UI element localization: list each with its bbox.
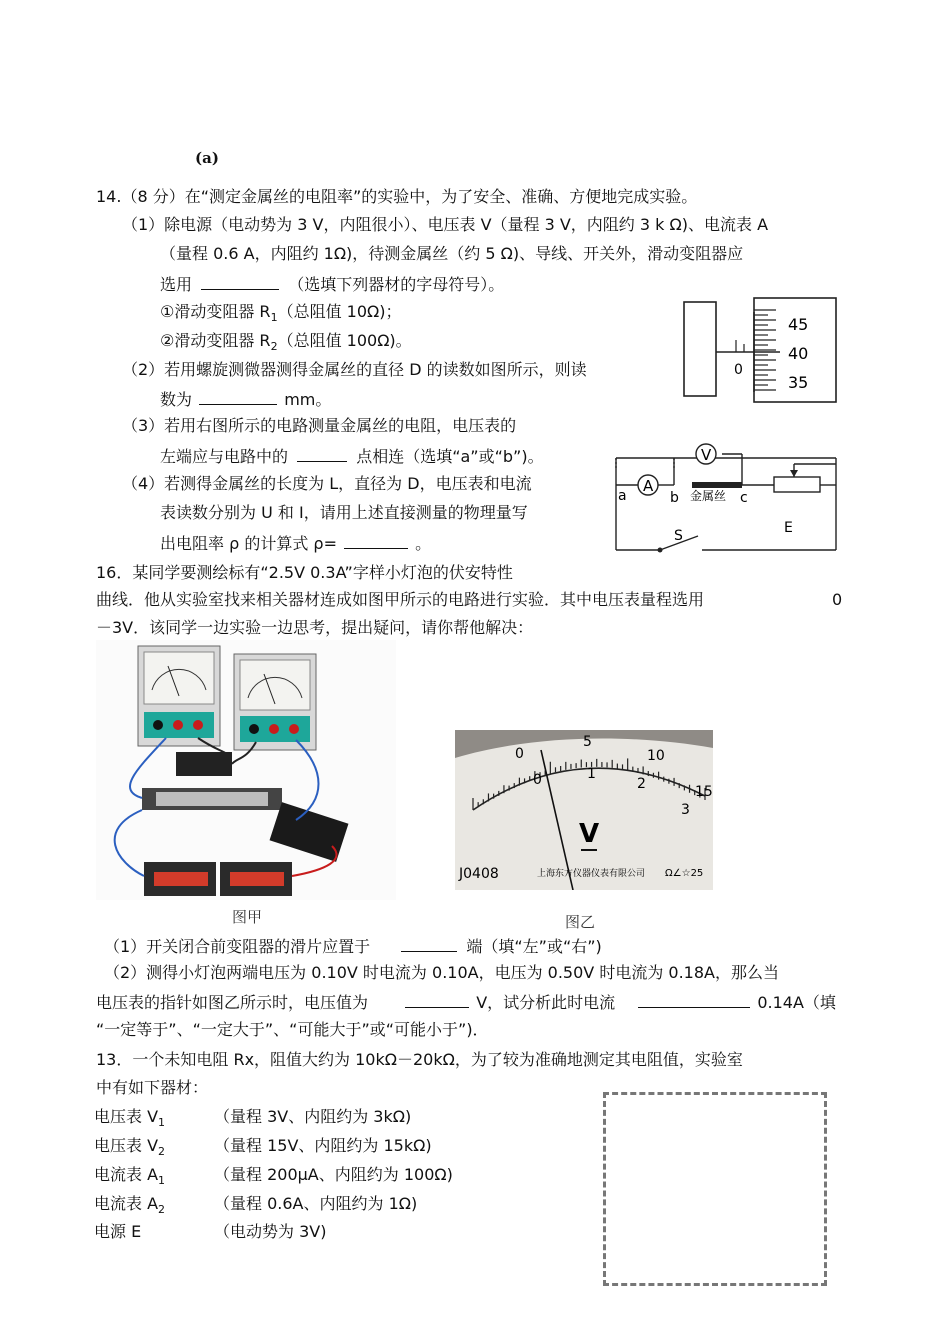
- micrometer-thimble-ticks: [754, 310, 776, 390]
- metal-wire-resistor: [692, 482, 742, 488]
- q14-option-1-value: （总阻值 10Ω)；: [277, 302, 402, 321]
- q14-p1-select-pre: 选用: [160, 275, 193, 294]
- photo-battery-label-2: [230, 872, 284, 886]
- photo-bulb-holder: [176, 752, 232, 776]
- dial-rating: Ω∠☆25: [665, 868, 704, 879]
- dial-top-10: 10: [647, 748, 665, 764]
- node-a-label: a: [618, 488, 627, 504]
- q14-p3-post: 点相连（选填“a”或“b”)。: [356, 447, 544, 466]
- q13-item-name: 电压表 V: [94, 1136, 159, 1155]
- q13-item-e-spec: （电动势为 3V): [214, 1222, 327, 1241]
- voltmeter-dial-photo-yi: [455, 730, 713, 890]
- q14-answer-blank-1[interactable]: [201, 273, 279, 290]
- dial-bottom-3: 3: [681, 802, 690, 818]
- switch-label: S: [674, 528, 683, 544]
- switch-pivot: [658, 548, 663, 553]
- photo-terminal-black: [153, 720, 163, 730]
- caption-yi: 图乙: [565, 913, 596, 931]
- q16-p1-post: 端（填“左”或“右”): [466, 937, 602, 956]
- q14-p4-line1: （4）若测得金属丝的长度为 L，直径为 D，电压表和电流: [122, 474, 532, 493]
- q14-answer-blank-2[interactable]: [199, 388, 277, 405]
- q13-item-name: 电源 E: [94, 1222, 142, 1241]
- dial-serial: J0408: [459, 866, 499, 882]
- q16-answer-blank-2[interactable]: [405, 991, 469, 1008]
- figure-a-label: (a): [195, 149, 219, 167]
- node-c-label: c: [740, 490, 748, 506]
- q13-item-v2-spec: （量程 15V、内阻约为 15kΩ): [214, 1136, 432, 1155]
- rheostat: [774, 477, 820, 492]
- q16-p2-mid: V，试分析此时电流: [476, 993, 616, 1012]
- photo-terminal-red: [289, 724, 299, 734]
- dial-bottom-2: 2: [637, 776, 646, 792]
- q16-line3: －3V．该同学一边实验一边思考，提出疑问，请你帮他解决：: [96, 618, 534, 637]
- q14-p1-line2: （量程 0.6 A，内阻约 1Ω)，待测金属丝（约 5 Ω)、导线、开关外，滑动变阻器应: [160, 244, 744, 263]
- q16-line2: 曲线．他从实验室找来相关器材连成如图甲所示的电路进行实验．其中电压表量程选用: [96, 590, 705, 609]
- q13-item-sub: 2: [158, 1203, 166, 1217]
- q14-option-2-value: （总阻值 100Ω)。: [277, 331, 412, 350]
- q14-option-1: [160, 302, 402, 325]
- dial-bottom-1: 1: [587, 766, 596, 782]
- q14-p2-pre: 数为: [160, 390, 193, 409]
- dial-top-15: 15: [695, 784, 713, 800]
- q14-p1-select-post: （选填下列器材的字母符号）。: [288, 275, 505, 294]
- q16-p2-pre: 电压表的指针如图乙所示时，电压值为: [96, 993, 369, 1012]
- dial-unit: V: [579, 819, 600, 849]
- photo-battery-label-1: [154, 872, 208, 886]
- q16-answer-blank-1[interactable]: [401, 935, 457, 952]
- q13-line1: 13．一个未知电阻 Rx，阻值大约为 10kΩ－20kΩ，为了较为准确地测定其电阻值，实验室: [96, 1050, 743, 1069]
- micrometer-label-35: 35: [788, 373, 809, 392]
- q16-answer-blank-3[interactable]: [638, 991, 750, 1008]
- photo-terminal-black: [249, 724, 259, 734]
- q13-line2: 中有如下器材：: [96, 1078, 209, 1097]
- photo-ammeter-dial: [240, 660, 310, 710]
- source-label: E: [784, 520, 793, 536]
- q14-answer-blank-4[interactable]: [344, 532, 408, 549]
- q13-item-sub: 2: [158, 1145, 166, 1159]
- q16-p1: [104, 935, 602, 957]
- q16-p2-line1: （2）测得小灯泡两端电压为 0.10V 时电流为 0.10A，电压为 0.50V 时电流为 0.18A，那么当: [104, 963, 779, 982]
- q16-p1-pre: （1）开关闭合前变阻器的滑片应置于: [104, 937, 371, 956]
- micrometer-label-40: 40: [788, 344, 809, 363]
- q16-p2-line2: [96, 991, 836, 1013]
- q14-p4-line2: 表读数分别为 U 和 I，请用上述直接测量的物理量写: [160, 503, 528, 522]
- q14-p2-line2: [160, 388, 331, 410]
- q13-item-a1-spec: （量程 200μA、内阻约为 100Ω): [214, 1165, 453, 1184]
- q14-title: 14.（8 分）在“测定金属丝的电阻率”的实验中，为了安全、准确、方便地完成实验。: [96, 187, 698, 206]
- q16-line2-tail: 0: [832, 590, 843, 609]
- dial-bottom-0: 0: [533, 772, 542, 788]
- q13-item-sub: 1: [158, 1116, 166, 1130]
- q14-p4-post: 。: [415, 534, 432, 553]
- q13-item-a2-spec: （量程 0.6A、内阻约为 1Ω): [214, 1194, 418, 1213]
- ammeter-symbol: A: [643, 477, 654, 495]
- q14-answer-blank-3[interactable]: [297, 445, 347, 462]
- node-b-label: b: [670, 490, 679, 506]
- q14-p2-post: mm。: [284, 390, 332, 409]
- q14-option-2: [160, 331, 412, 354]
- q16-p2-post: 0.14A（填: [757, 993, 836, 1012]
- micrometer-figure: [680, 296, 840, 406]
- q14-p1-line3: [160, 273, 504, 295]
- q14-option-1-sub: 1: [270, 311, 278, 325]
- q14-p1-line1: （1）除电源（电动势为 3 V，内阻很小）、电压表 V（量程 3 V，内阻约 3 k Ω)、电流表 A: [122, 215, 769, 234]
- q14-option-2-text: ②滑动变阻器 R: [160, 331, 271, 350]
- q14-p4-line3: [160, 532, 431, 554]
- q14-p3-pre: 左端应与电路中的: [160, 447, 289, 466]
- dial-maker: 上海东方仪器仪表有限公司: [537, 869, 646, 879]
- q13-item-v2-name: [94, 1136, 166, 1159]
- q13-item-e-name: [94, 1222, 141, 1242]
- circuit-photo-jia: [96, 640, 396, 900]
- photo-terminal-red: [173, 720, 183, 730]
- voltmeter-symbol: V: [701, 446, 712, 464]
- q16-p2-line3: “一定等于”、“一定大于”、“可能大于”或“可能小于”)．: [96, 1020, 489, 1039]
- q14-p4-pre: 出电阻率 ρ 的计算式 ρ=: [160, 534, 337, 553]
- circuit-diagram: [610, 438, 842, 556]
- q13-item-name: 电压表 V: [94, 1107, 159, 1126]
- q13-item-v1-name: [94, 1107, 166, 1130]
- micrometer-sleeve: [684, 302, 716, 396]
- q13-item-a2-name: [94, 1194, 166, 1217]
- rheostat-slider-arrow: [790, 470, 798, 477]
- photo-rheostat-coil: [156, 792, 268, 806]
- q13-item-v1-spec: （量程 3V、内阻约为 3kΩ): [214, 1107, 412, 1126]
- dial-top-5: 5: [583, 734, 592, 750]
- q14-option-2-sub: 2: [270, 340, 278, 354]
- dial-top-0: 0: [515, 746, 524, 762]
- q13-item-sub: 1: [158, 1174, 166, 1188]
- q13-item-name: 电流表 A: [94, 1165, 159, 1184]
- q14-p2-line1: （2）若用螺旋测微器测得金属丝的直径 D 的读数如图所示，则读: [122, 360, 587, 379]
- photo-terminal-red: [269, 724, 279, 734]
- micrometer-label-45: 45: [788, 315, 809, 334]
- photo-voltmeter-dial: [144, 652, 214, 704]
- metal-wire-label: 金属丝: [690, 489, 727, 503]
- q14-p3-line1: （3）若用右图所示的电路测量金属丝的电阻，电压表的: [122, 416, 517, 435]
- caption-jia: 图甲: [232, 908, 263, 926]
- q13-item-name: 电流表 A: [94, 1194, 159, 1213]
- q14-option-1-text: ①滑动变阻器 R: [160, 302, 271, 321]
- q13-item-a1-name: [94, 1165, 166, 1188]
- q16-line1: 16．某同学要测绘标有“2.5V 0.3A”字样小灯泡的伏安特性: [96, 563, 513, 582]
- micrometer-zero-label: 0: [734, 362, 743, 378]
- q14-p3-line2: [160, 445, 544, 467]
- photo-terminal-red: [193, 720, 203, 730]
- circuit-drawing-box[interactable]: [603, 1092, 827, 1286]
